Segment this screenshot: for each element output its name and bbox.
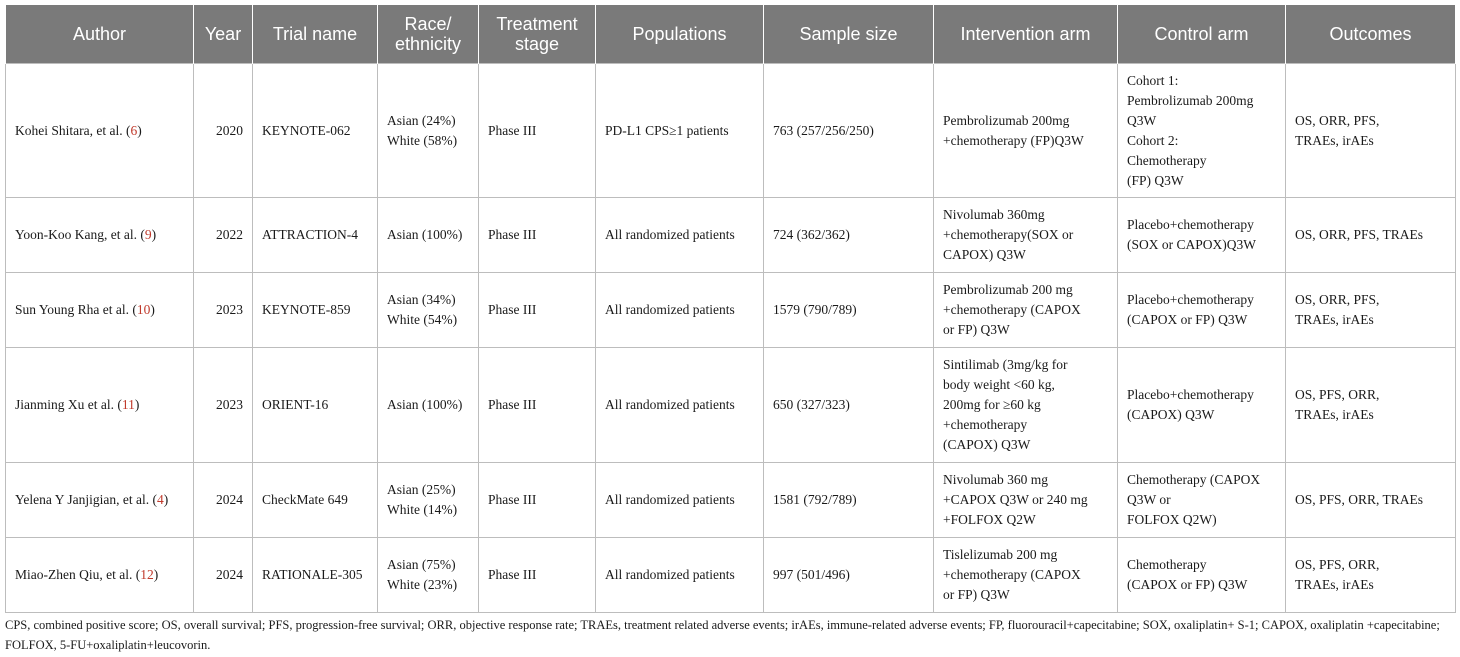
control-cell-line: (CAPOX) Q3W <box>1127 407 1215 422</box>
intervention-cell-line: (CAPOX) Q3W <box>943 437 1031 452</box>
author-name: Yelena Y Janjigian, et al. ( <box>15 492 157 507</box>
trial-name-cell: KEYNOTE-062 <box>253 64 378 198</box>
author-name: Miao-Zhen Qiu, et al. ( <box>15 567 141 582</box>
intervention-cell <box>934 538 1118 613</box>
race-cell-line: White (23%) <box>387 577 458 592</box>
year-cell: 2024 <box>194 538 253 613</box>
race-cell-line: White (58%) <box>387 132 458 148</box>
control-cell-line: Chemotherapy <box>1127 557 1207 572</box>
trial-name-cell: CheckMate 649 <box>253 463 378 538</box>
header-sample-size: Sample size <box>764 5 934 64</box>
population-cell: All randomized patients <box>596 463 764 538</box>
intervention-cell-line: 200mg for ≥60 kg <box>943 397 1041 412</box>
control-cell-line: Q3W <box>1127 112 1157 128</box>
reference-link[interactable]: 9 <box>144 227 152 242</box>
author-paren: ) <box>134 397 140 412</box>
year-cell: 2024 <box>194 463 253 538</box>
control-cell-line: Placebo+chemotherapy <box>1127 217 1254 232</box>
control-cell-line: Cohort 1: <box>1127 72 1179 88</box>
sample-size-cell: 1581 (792/789) <box>764 463 934 538</box>
table-container <box>5 5 1455 655</box>
year-cell: 2023 <box>194 348 253 463</box>
outcomes-cell <box>1286 463 1456 538</box>
author-name: Kohei Shitara, et al. ( <box>15 122 131 138</box>
trial-name-cell: KEYNOTE-859 <box>253 273 378 348</box>
intervention-cell-line: +chemotherapy (FP)Q3W <box>943 132 1084 148</box>
population-cell: All randomized patients <box>596 273 764 348</box>
outcomes-cell <box>1286 348 1456 463</box>
sample-size-cell: 724 (362/362) <box>764 198 934 273</box>
header-outcomes: Outcomes <box>1286 5 1456 64</box>
control-cell-line: Q3W or <box>1127 492 1171 507</box>
header-author: Author <box>6 5 194 64</box>
outcomes-cell-line: OS, ORR, PFS, <box>1295 292 1380 307</box>
sample-size-cell: 997 (501/496) <box>764 538 934 613</box>
author-paren: ) <box>137 122 142 138</box>
outcomes-cell-line: OS, ORR, PFS, <box>1295 112 1380 128</box>
author-cell <box>6 198 194 273</box>
year-cell: 2022 <box>194 198 253 273</box>
outcomes-cell-line: OS, PFS, ORR, TRAEs <box>1295 492 1424 507</box>
trial-name-cell: RATIONALE-305 <box>253 538 378 613</box>
outcomes-cell-line: TRAEs, irAEs <box>1295 132 1374 148</box>
intervention-cell <box>934 463 1118 538</box>
header-row <box>6 5 1456 64</box>
stage-cell: Phase III <box>479 198 596 273</box>
intervention-cell-line: Sintilimab (3mg/kg for <box>943 357 1068 372</box>
intervention-cell-line: Pembrolizumab 200mg <box>943 112 1070 128</box>
outcomes-cell <box>1286 64 1456 198</box>
year-cell: 2023 <box>194 273 253 348</box>
control-cell-line: (SOX or CAPOX)Q3W <box>1127 237 1256 252</box>
outcomes-cell <box>1286 538 1456 613</box>
stage-cell: Phase III <box>479 463 596 538</box>
author-cell <box>6 64 194 198</box>
sample-size-cell: 763 (257/256/250) <box>764 64 934 198</box>
stage-cell: Phase III <box>479 538 596 613</box>
race-cell-line: Asian (25%) <box>387 482 456 497</box>
trial-name-cell: ORIENT-16 <box>253 348 378 463</box>
control-cell-line: Placebo+chemotherapy <box>1127 387 1254 402</box>
author-paren: ) <box>150 302 155 317</box>
control-cell-line: Pembrolizumab 200mg <box>1127 92 1254 108</box>
intervention-cell-line: body weight <60 kg, <box>943 377 1055 392</box>
race-cell <box>378 198 479 273</box>
author-cell <box>6 273 194 348</box>
outcomes-cell-line: TRAEs, irAEs <box>1295 407 1374 422</box>
race-cell <box>378 538 479 613</box>
race-cell <box>378 463 479 538</box>
author-name: Sun Young Rha et al. ( <box>15 302 137 317</box>
intervention-cell-line: +CAPOX Q3W or 240 mg <box>943 492 1088 507</box>
race-cell-line: Asian (75%) <box>387 557 456 572</box>
control-cell-line: Chemotherapy <box>1127 152 1207 168</box>
header-trial-name: Trial name <box>253 5 378 64</box>
intervention-cell-line: +chemotherapy (CAPOX <box>943 567 1081 582</box>
trials-table <box>5 5 1456 613</box>
reference-link[interactable]: 10 <box>136 302 151 317</box>
table-row <box>6 348 1456 463</box>
intervention-cell <box>934 198 1118 273</box>
author-cell <box>6 463 194 538</box>
intervention-cell-line: or FP) Q3W <box>943 322 1010 337</box>
header-intervention-arm: Intervention arm <box>934 5 1118 64</box>
table-row <box>6 64 1456 198</box>
control-cell <box>1118 463 1286 538</box>
race-cell-line: White (14%) <box>387 502 458 517</box>
trial-name-cell: ATTRACTION-4 <box>253 198 378 273</box>
header-control-arm: Control arm <box>1118 5 1286 64</box>
intervention-cell <box>934 64 1118 198</box>
race-cell <box>378 348 479 463</box>
outcomes-cell-line: OS, PFS, ORR, <box>1295 557 1380 572</box>
year-cell: 2020 <box>194 64 253 198</box>
stage-cell: Phase III <box>479 348 596 463</box>
control-cell-line: Placebo+chemotherapy <box>1127 292 1254 307</box>
outcomes-cell-line: TRAEs, irAEs <box>1295 577 1374 592</box>
reference-link[interactable]: 11 <box>121 397 135 412</box>
author-cell <box>6 348 194 463</box>
header-populations: Populations <box>596 5 764 64</box>
intervention-cell-line: CAPOX) Q3W <box>943 247 1026 262</box>
reference-link[interactable]: 4 <box>156 492 164 507</box>
control-cell <box>1118 64 1286 198</box>
race-cell-line: Asian (100%) <box>387 227 463 242</box>
outcomes-cell-line: TRAEs, irAEs <box>1295 312 1374 327</box>
intervention-cell-line: or FP) Q3W <box>943 587 1010 602</box>
race-cell-line: Asian (100%) <box>387 397 463 412</box>
author-paren: ) <box>163 492 169 507</box>
intervention-cell-line: Nivolumab 360 mg <box>943 472 1048 487</box>
author-paren: ) <box>153 567 159 582</box>
sample-size-cell: 650 (327/323) <box>764 348 934 463</box>
control-cell <box>1118 273 1286 348</box>
race-cell <box>378 273 479 348</box>
control-cell <box>1118 348 1286 463</box>
race-cell <box>378 64 479 198</box>
stage-cell: Phase III <box>479 64 596 198</box>
table-row <box>6 198 1456 273</box>
race-cell-line: Asian (34%) <box>387 292 456 307</box>
reference-link[interactable]: 6 <box>130 122 138 138</box>
outcomes-cell-line: OS, ORR, PFS, TRAEs <box>1295 227 1424 242</box>
intervention-cell-line: +FOLFOX Q2W <box>943 512 1036 527</box>
intervention-cell-line: Nivolumab 360mg <box>943 207 1045 222</box>
intervention-cell <box>934 348 1118 463</box>
header-stage: Treatment stage <box>479 5 596 64</box>
sample-size-cell: 1579 (790/789) <box>764 273 934 348</box>
author-name: Yoon-Koo Kang, et al. ( <box>15 227 145 242</box>
header-year: Year <box>194 5 253 64</box>
control-cell <box>1118 198 1286 273</box>
table-row <box>6 463 1456 538</box>
population-cell: All randomized patients <box>596 198 764 273</box>
control-cell-line: (FP) Q3W <box>1127 172 1184 188</box>
intervention-cell <box>934 273 1118 348</box>
stage-cell: Phase III <box>479 273 596 348</box>
control-cell <box>1118 538 1286 613</box>
author-name: Jianming Xu et al. ( <box>15 397 122 412</box>
intervention-cell-line: Pembrolizumab 200 mg <box>943 282 1073 297</box>
control-cell-line: Cohort 2: <box>1127 132 1179 148</box>
population-cell: All randomized patients <box>596 348 764 463</box>
population-cell: PD-L1 CPS≥1 patients <box>596 64 764 198</box>
control-cell-line: Chemotherapy (CAPOX <box>1127 472 1261 487</box>
intervention-cell-line: +chemotherapy (CAPOX <box>943 302 1081 317</box>
author-paren: ) <box>151 227 157 242</box>
outcomes-cell <box>1286 198 1456 273</box>
control-cell-line: (CAPOX or FP) Q3W <box>1127 577 1248 592</box>
intervention-cell-line: +chemotherapy(SOX or <box>943 227 1074 242</box>
table-row <box>6 538 1456 613</box>
race-cell-line: White (54%) <box>387 312 458 327</box>
table-footnote: CPS, combined positive score; OS, overall survival; PFS, progression-free survival; ORR, objective response rate; TRAEs, treatment related adverse events; irAEs, immune-related adverse events; FP, fluorouracil+capecitabine; SOX, oxaliplatin+ S-1; CAPOX, oxaliplatin +capecitabine; FOLFOX, 5-FU+oxaliplatin+leucovorin. <box>5 618 1440 652</box>
control-cell-line: (CAPOX or FP) Q3W <box>1127 312 1248 327</box>
author-cell <box>6 538 194 613</box>
header-race: Race/ ethnicity <box>378 5 479 64</box>
table-row <box>6 273 1456 348</box>
population-cell: All randomized patients <box>596 538 764 613</box>
outcomes-cell <box>1286 273 1456 348</box>
race-cell-line: Asian (24%) <box>387 112 456 128</box>
reference-link[interactable]: 12 <box>140 567 154 582</box>
intervention-cell-line: Tislelizumab 200 mg <box>943 547 1058 562</box>
intervention-cell-line: +chemotherapy <box>943 417 1028 432</box>
control-cell-line: FOLFOX Q2W) <box>1127 512 1217 527</box>
outcomes-cell-line: OS, PFS, ORR, <box>1295 387 1380 402</box>
